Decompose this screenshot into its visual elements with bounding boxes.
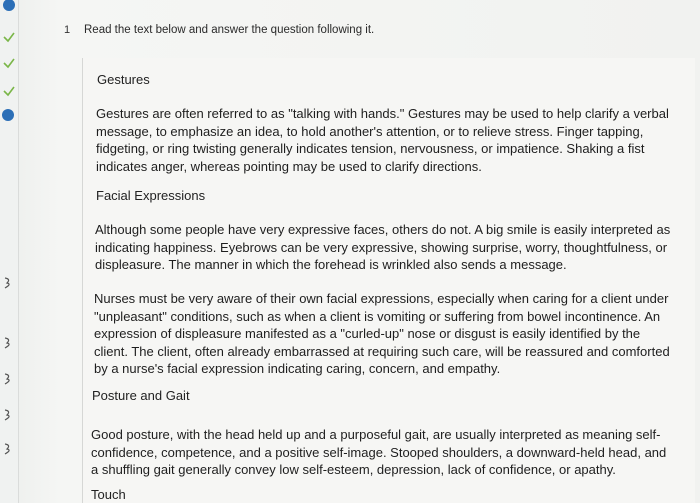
paragraph-line: indicating happiness. Eyebrows can be very expressive, showing surprise, worry, thoughtfulness, or (95, 239, 668, 255)
flag-icon[interactable] (2, 372, 16, 386)
paragraph-line: displeasure. The manner in which the forehead is wrinkled also sends a message. (95, 257, 567, 272)
checkmark-icon[interactable] (2, 84, 16, 98)
paragraph-facial-expressions (95, 221, 670, 274)
progress-dot-icon[interactable] (2, 0, 16, 14)
paragraph-line: indicates anger, whereas pointing may be used to clarify directions. (96, 158, 482, 174)
section-heading-touch: Touch (91, 487, 126, 502)
flag-icon[interactable] (2, 276, 16, 290)
paragraph-line: "unpleasant" conditions, such as when a client is vomiting or suffering from bowel incontinence. An (94, 308, 661, 324)
checkmark-icon[interactable] (2, 30, 16, 44)
section-heading-posture-and-gait: Posture and Gait (92, 388, 190, 403)
paragraph-posture-and-gait (91, 426, 666, 479)
paragraph-line: Gestures are often referred to as "talking with hands." Gestures may be used to help clarify a verbal (96, 106, 669, 121)
paragraph-line: Good posture, with the head held up and a purposeful gait, are usually interpreted as meaning self- (91, 427, 661, 442)
paragraph-line: Although some people have very expressive faces, others do not. A big smile is easily interpreted as (95, 222, 671, 237)
section-heading-gestures: Gestures (97, 72, 150, 87)
paragraph-line: expression of displeasure manifested as a "curled-up" nose or disgust is easily identified by the (94, 326, 641, 341)
reading-passage (82, 58, 695, 503)
checkmark-icon[interactable] (2, 56, 16, 70)
paragraph-line: fidgeting, or ring twisting generally indicates tension, nervousness, or impatience. Shaking a fist (96, 141, 645, 156)
paragraph-line: client. The client, often already embarrassed at requiring such care, will be reassured and comforted (94, 343, 670, 359)
paragraph-nurses (94, 290, 670, 378)
question-navigation-rail (0, 0, 19, 503)
flag-icon[interactable] (2, 336, 16, 350)
question-prompt: Read the text below and answer the question following it. (84, 24, 375, 36)
paragraph-line: by a nurse's facial expression indicating caring, concern, and empathy. (94, 361, 501, 376)
paragraph-gestures (96, 105, 669, 175)
flag-icon[interactable] (2, 408, 16, 422)
paragraph-line: confidence, competence, and a positive self-image. Stooped shoulders, a downward-held head, and (91, 444, 667, 460)
paragraph-line: message, to emphasize an idea, to hold another's attention, or to relieve stress. Finger tapping, (96, 123, 644, 139)
section-heading-facial-expressions: Facial Expressions (96, 188, 206, 203)
flag-icon[interactable] (2, 442, 16, 456)
current-dot-icon[interactable] (2, 108, 16, 122)
question-number: 1 (64, 24, 71, 36)
paragraph-line: a shuffling gait generally convey low self-esteem, depression, lack of confidence, or apathy. (91, 462, 616, 477)
paragraph-line: Nurses must be very aware of their own facial expressions, especially when caring for a client under (94, 291, 669, 306)
